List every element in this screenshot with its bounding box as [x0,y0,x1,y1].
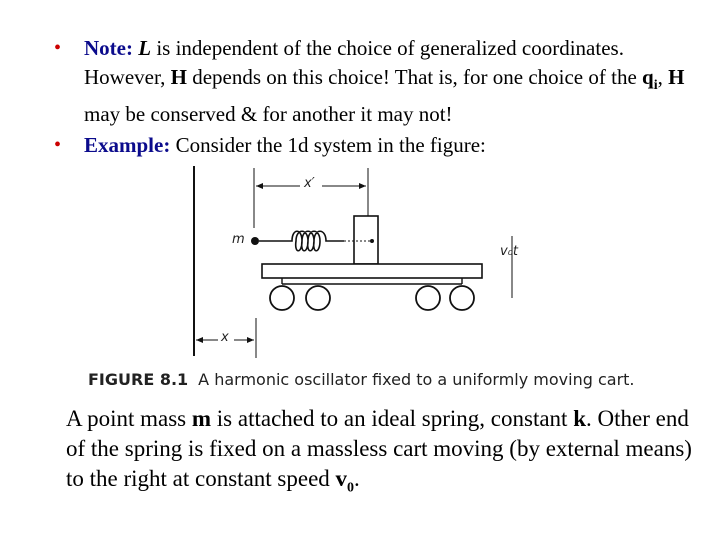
bullet-dot: • [54,134,62,157]
mass-point [251,237,259,245]
cart-post [354,216,378,264]
wheel-1 [270,286,294,310]
wheel-2 [306,286,330,310]
note-text-4: may be conserved & for another it may not! [84,102,453,127]
bullet-dot: • [54,37,62,59]
figure-caption [88,370,635,390]
symbol-H-2: H [668,65,685,89]
symbol-v: v [335,466,348,491]
x-arrow-left [196,337,203,343]
note-text-3: , [657,65,669,89]
example-label: Example: [84,133,171,158]
symbol-q-subscript: i [653,78,658,94]
note-text-2: depends on this choice! That is, for one choice of the [186,65,643,89]
description-paragraph [66,404,706,504]
bullet-note [54,34,704,129]
bullet-example [54,131,704,160]
symbol-q: q [642,65,654,89]
spring [259,231,344,251]
para-text-2: is attached to an ideal spring, constant [211,406,574,431]
label-m: m [232,232,245,247]
caption-label: FIGURE 8.1 [88,370,189,389]
anchor-point [370,239,374,243]
figure-drawing [82,158,662,398]
para-text-4: . [354,466,360,491]
note-label: Note: [84,36,133,60]
wheel-4 [450,286,474,310]
example-text: Consider the 1d system in the figure: [170,133,486,158]
label-v0t: v₀t [500,244,519,259]
symbol-L: L [138,36,152,60]
note-text-1: is independent of the choice of generalized coordinates. However, [84,36,624,89]
figure-harmonic-oscillator [82,158,662,398]
para-text-1: A point mass [66,406,192,431]
bullet-list [54,34,704,162]
cart-platform [262,264,482,278]
label-x: x [221,330,229,345]
caption-text: A harmonic oscillator fixed to a uniformly moving cart. [198,370,635,389]
symbol-v-subscript: 0 [347,480,355,496]
wheel-3 [416,286,440,310]
x-arrow-right [247,337,254,343]
xprime-arrow-left [256,183,263,189]
label-xprime: x′ [304,176,315,191]
symbol-H: H [170,65,187,89]
symbol-k: k [573,406,586,431]
xprime-arrow-right [359,183,366,189]
para-text-3: . Other end of the spring is fixed on a massless cart moving (by external means) to the right at constant speed [66,406,692,491]
symbol-m: m [191,406,212,431]
